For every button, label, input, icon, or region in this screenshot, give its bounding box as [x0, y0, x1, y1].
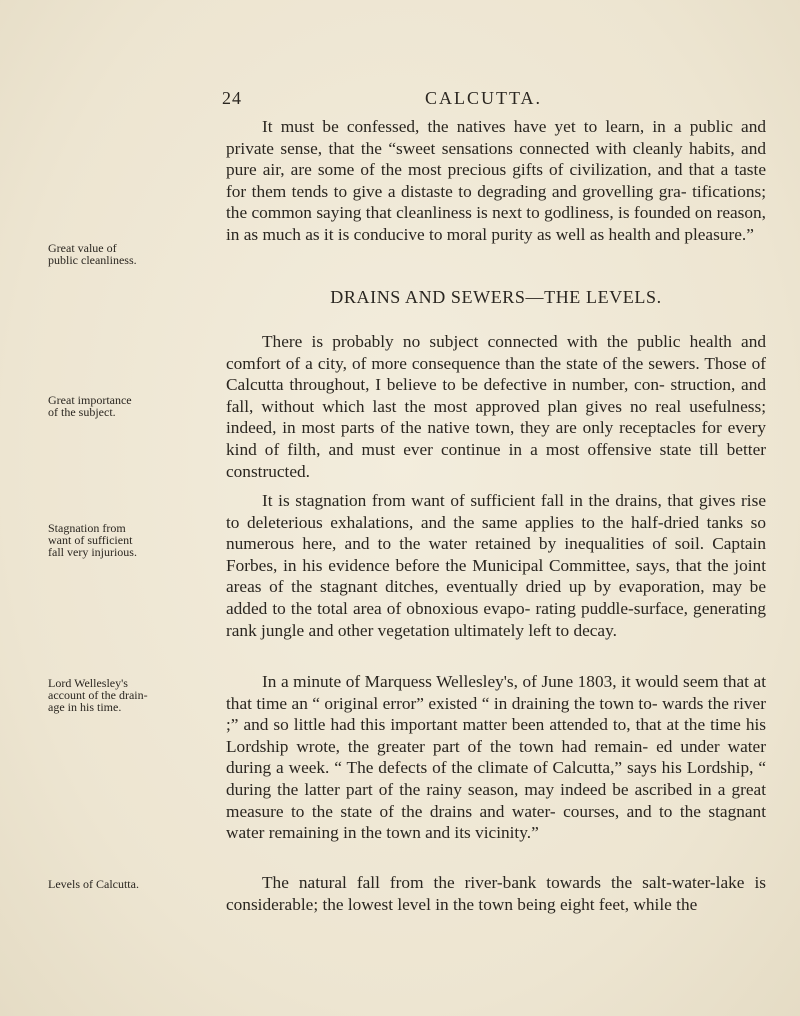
margin-note-importance — [48, 394, 220, 418]
margin-note-levels — [48, 878, 220, 890]
paragraph-sewers — [226, 331, 766, 482]
margin-note-wellesley — [48, 677, 220, 713]
margin-note-line: Lord Wellesley's — [48, 676, 128, 690]
margin-note-stagnation — [48, 522, 220, 558]
margin-note-line: public cleanliness. — [48, 253, 137, 267]
paragraph-text: In a minute of Marquess Wellesley's, of June 1803, it would seem that at that time an “ original error” existed “ in draining the town to- wards the river ;” and so little had this important matter been attended to, that at the time his Lordship wrote, the greater part of the town had remain- ed under water during a week. “ The defects of the climate of Calcutta,” says his Lordship, “ during the latter part of the rainy season, may indeed be ascribed in a great measure to the state of the drains and water- courses, and to the stagnant water remaining in the town and its vicinity.” — [226, 672, 766, 843]
paragraph-text: The natural fall from the river-bank towards the salt-water-lake is considerable; the lowest level in the town being eight feet, while the — [226, 873, 766, 914]
running-title: CALCUTTA. — [425, 88, 543, 108]
paragraph-text: There is probably no subject connected with the public health and comfort of a city, of more consequence than the state of the sewers. Those of Calcutta throughout, I believe to be defective in number, con- struction, and fall, without which last the most approved plan gives no real usefulness; indeed, in most parts of the native town, they are only receptacles for every kind of filth, and must ever continue in a most offensive state till better constructed. — [226, 332, 766, 481]
paragraph-stagnation — [226, 490, 766, 641]
margin-note-line: fall very injurious. — [48, 545, 137, 559]
paragraph-text: It is stagnation from want of sufficient fall in the drains, that gives rise to deleterious exhalations, and the same applies to the half-dried tanks so numerous here, and to the water retained by inequalities of soil. Captain Forbes, in his evidence before the Municipal Committee, says, that the joint areas of the stagnant ditches, eventually dried up by evaporation, may be added to the total area of obnoxious evapo- rating puddle-surface, generating rank jungle and other vegetation ultimately left to decay. — [226, 491, 766, 640]
margin-note-line: Great importance — [48, 393, 132, 407]
paragraph-levels — [226, 872, 766, 915]
section-heading: DRAINS AND SEWERS—THE LEVELS. — [330, 287, 662, 307]
margin-note-line: Stagnation from — [48, 521, 126, 535]
page-number: 24 — [222, 88, 242, 108]
paragraph-cleanliness — [226, 116, 766, 246]
paragraph-text: It must be confessed, the natives have yet to learn, in a public and private sense, that the “sweet sensations connected with cleanly habits, and pure air, are some of the most precious gifts of civilization, and that a taste for them tends to give a distaste to degrading and grovelling gra- tifications; the common saying that cleanliness is next to godliness, is founded on reason, in as much as it is conducive to moral purity as well as health and pleasure.” — [226, 117, 766, 244]
paragraph-wellesley — [226, 671, 766, 844]
running-head — [0, 88, 800, 112]
margin-note-line: Levels of Calcutta. — [48, 877, 139, 891]
margin-note-public-cleanliness — [48, 242, 220, 266]
margin-note-line: age in his time. — [48, 700, 122, 714]
margin-note-line: account of the drain- — [48, 688, 148, 702]
margin-note-line: want of sufficient — [48, 533, 133, 547]
margin-note-line: Great value of — [48, 241, 117, 255]
margin-note-line: of the subject. — [48, 405, 116, 419]
